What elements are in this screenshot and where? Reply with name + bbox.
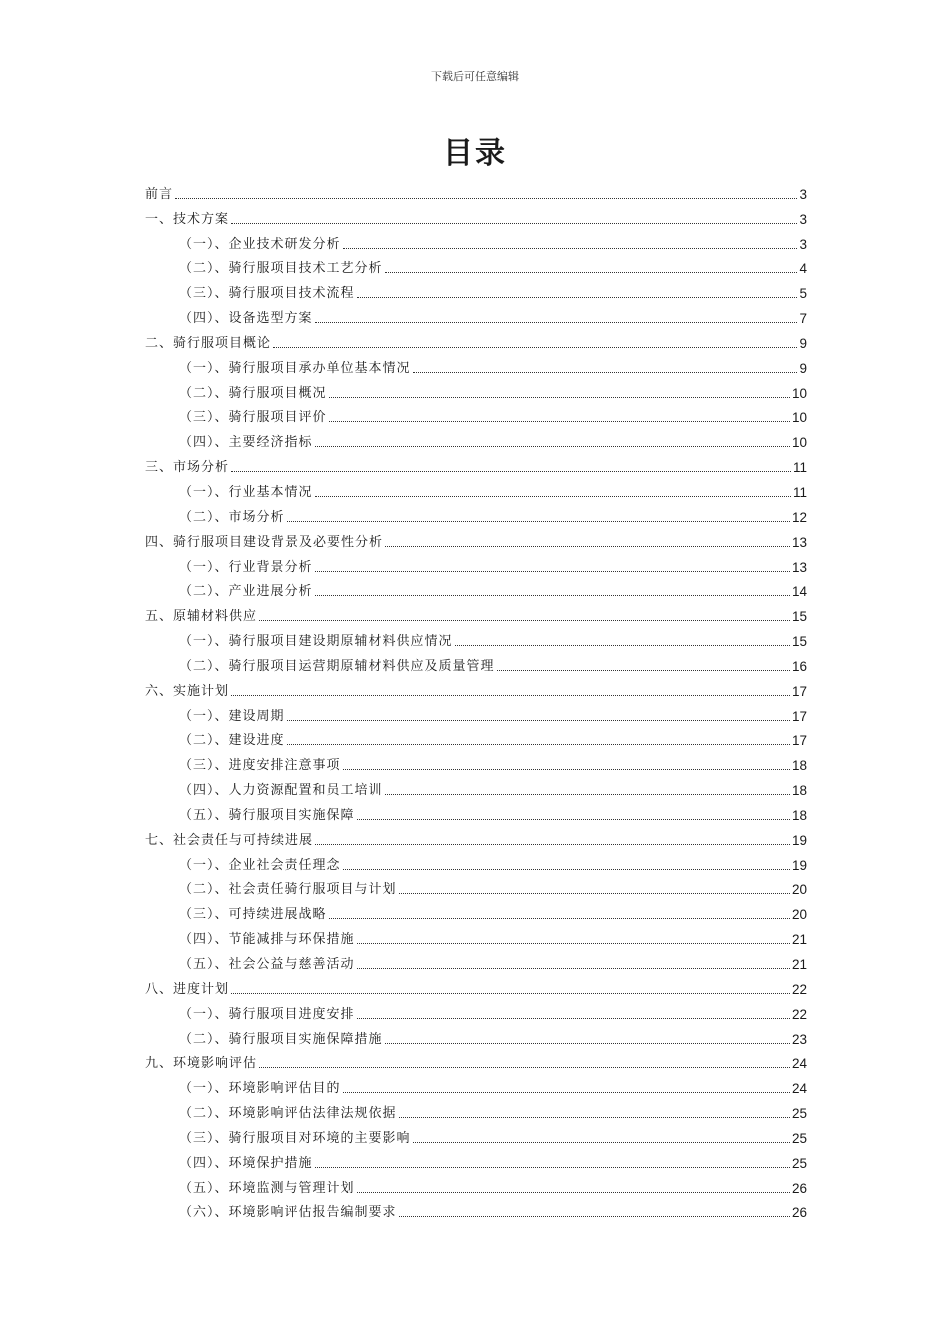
- toc-entry[interactable]: [145, 425, 807, 450]
- toc-dot-leader: [315, 843, 790, 845]
- toc-page-number: 13: [791, 534, 807, 550]
- toc-page-number: 17: [791, 683, 807, 699]
- toc-entry[interactable]: [145, 1196, 807, 1221]
- toc-dot-leader: [357, 818, 790, 820]
- toc-dot-leader: [231, 222, 797, 224]
- toc-entry[interactable]: [145, 1121, 807, 1146]
- toc-entry-text: 五、原辅材料供应: [145, 609, 258, 625]
- toc-dot-leader: [329, 917, 790, 919]
- toc-dot-leader: [385, 1042, 790, 1044]
- toc-entry-text: （二）、产业进展分析: [179, 584, 313, 600]
- toc-dot-leader: [287, 719, 790, 721]
- toc-dot-leader: [315, 495, 791, 497]
- toc-entry[interactable]: [145, 301, 807, 326]
- toc-page-number: 7: [799, 311, 807, 327]
- toc-dot-leader: [343, 868, 790, 870]
- toc-page-number: 15: [791, 634, 807, 650]
- toc-entry-text: （二）、环境影响评估法律法规依据: [179, 1106, 397, 1122]
- toc-entry-text: （二）、骑行服项目实施保障措施: [179, 1031, 383, 1047]
- toc-entry-text: （三）、骑行服项目评价: [179, 410, 327, 426]
- toc-entry[interactable]: [145, 1022, 807, 1047]
- toc-entry[interactable]: [145, 773, 807, 798]
- toc-page-number: 19: [791, 832, 807, 848]
- toc-page-number: 21: [791, 932, 807, 948]
- toc-entry[interactable]: [145, 326, 807, 351]
- toc-entry[interactable]: [145, 649, 807, 674]
- toc-dot-leader: [315, 321, 798, 323]
- toc-dot-leader: [315, 445, 790, 447]
- toc-entry[interactable]: [145, 401, 807, 426]
- toc-dot-leader: [455, 644, 790, 646]
- toc-dot-leader: [287, 743, 790, 745]
- toc-entry-text: （二）、骑行服项目运营期原辅材料供应及质量管理: [179, 658, 495, 674]
- toc-entry-text: （三）、骑行服项目技术流程: [179, 286, 355, 302]
- toc-dot-leader: [357, 296, 798, 298]
- toc-entry-text: （四）、节能减排与环保措施: [179, 932, 355, 948]
- toc-entry[interactable]: [145, 922, 807, 947]
- toc-entry-text: 三、市场分析: [145, 460, 230, 476]
- toc-entry[interactable]: [145, 997, 807, 1022]
- toc-dot-leader: [329, 420, 790, 422]
- toc-entry[interactable]: [145, 450, 807, 475]
- toc-entry-text: （二）、建设进度: [179, 733, 285, 749]
- toc-dot-leader: [357, 1017, 790, 1019]
- toc-page-number: 3: [799, 236, 807, 252]
- toc-entry-text: 九、环境影响评估: [145, 1056, 258, 1072]
- toc-dot-leader: [329, 396, 790, 398]
- toc-entry[interactable]: [145, 823, 807, 848]
- toc-entry-text: （一）、建设周期: [179, 708, 285, 724]
- toc-entry-text: （一）、骑行服项目建设期原辅材料供应情况: [179, 634, 453, 650]
- toc-entry[interactable]: [145, 500, 807, 525]
- toc-page-number: 9: [799, 335, 807, 351]
- toc-dot-leader: [385, 545, 790, 547]
- toc-page-number: 18: [791, 807, 807, 823]
- toc-dot-leader: [259, 1066, 790, 1068]
- toc-dot-leader: [315, 570, 790, 572]
- toc-entry-text: （三）、进度安排注意事项: [179, 758, 341, 774]
- toc-entry-text: （一）、企业社会责任理念: [179, 857, 341, 873]
- toc-entry-text: 一、技术方案: [145, 211, 230, 227]
- toc-page-number: 17: [791, 733, 807, 749]
- toc-entry[interactable]: [145, 1146, 807, 1171]
- toc-entry[interactable]: [145, 1171, 807, 1196]
- toc-entry-text: （一）、企业技术研发分析: [179, 236, 341, 252]
- toc-title: 目录: [443, 136, 507, 171]
- toc-entry-text: （四）、主要经济指标: [179, 435, 313, 451]
- toc-entry-text: 八、进度计划: [145, 981, 230, 997]
- toc-page-number: 11: [792, 460, 807, 476]
- toc-dot-leader: [385, 271, 798, 273]
- toc-entry-text: 六、实施计划: [145, 683, 230, 699]
- toc-page-number: 10: [791, 410, 807, 426]
- toc-dot-leader: [315, 594, 790, 596]
- toc-page-number: 3: [799, 186, 807, 202]
- toc-entry-text: （二）、社会责任骑行服项目与计划: [179, 882, 397, 898]
- toc-entry-text: 七、社会责任与可持续进展: [145, 832, 314, 848]
- toc-page-number: 11: [792, 484, 807, 500]
- toc-dot-leader: [385, 793, 790, 795]
- toc-page-number: 23: [791, 1031, 807, 1047]
- toc-dot-leader: [273, 346, 797, 348]
- toc-entry-text: （二）、骑行服项目技术工艺分析: [179, 261, 383, 277]
- toc-page-number: 25: [791, 1130, 807, 1146]
- toc-entry-text: （五）、骑行服项目实施保障: [179, 807, 355, 823]
- toc-entry-text: （四）、人力资源配置和员工培训: [179, 783, 383, 799]
- toc-dot-leader: [399, 892, 790, 894]
- toc-page-number: 20: [791, 907, 807, 923]
- toc-entry-text: （一）、行业基本情况: [179, 484, 313, 500]
- header-note: 下载后可任意编辑: [431, 70, 519, 83]
- toc-entry-text: （一）、骑行服项目进度安排: [179, 1006, 355, 1022]
- toc-entry[interactable]: [145, 724, 807, 749]
- toc-entry[interactable]: [145, 897, 807, 922]
- toc-page-number: 25: [791, 1106, 807, 1122]
- toc-entry[interactable]: [145, 376, 807, 401]
- toc-page-number: 21: [791, 957, 807, 972]
- toc-page-number: 12: [791, 509, 807, 525]
- toc-dot-leader: [343, 1091, 790, 1093]
- toc-page-number: 10: [791, 385, 807, 401]
- toc-entry-text: （四）、环境保护措施: [179, 1155, 313, 1171]
- toc-dot-leader: [343, 768, 790, 770]
- toc-entry[interactable]: [145, 351, 807, 376]
- toc-page-number: 26: [791, 1180, 807, 1196]
- toc-page-number: 3: [799, 211, 807, 227]
- toc-entry[interactable]: [145, 1071, 807, 1096]
- toc-entry-text: （三）、骑行服项目对环境的主要影响: [179, 1130, 411, 1146]
- toc-page-number: 24: [791, 1056, 807, 1072]
- toc-page-number: 18: [791, 783, 807, 799]
- toc-page-number: 19: [791, 857, 807, 873]
- toc-dot-leader: [231, 470, 791, 472]
- toc-dot-leader: [413, 371, 798, 373]
- toc-dot-leader: [357, 967, 790, 969]
- toc-entry[interactable]: [145, 550, 807, 575]
- toc-page-number: 10: [791, 435, 807, 451]
- toc-entry-text: （五）、社会公益与慈善活动: [179, 957, 355, 972]
- toc-page-number: 24: [791, 1081, 807, 1097]
- toc-entry[interactable]: [145, 699, 807, 724]
- table-of-contents: [145, 177, 807, 1220]
- toc-dot-leader: [413, 1141, 790, 1143]
- toc-page-number: 26: [791, 1205, 807, 1221]
- toc-dot-leader: [399, 1215, 790, 1217]
- toc-entry[interactable]: [145, 873, 807, 898]
- toc-dot-leader: [287, 520, 790, 522]
- toc-entry[interactable]: [145, 227, 807, 252]
- toc-entry[interactable]: [145, 575, 807, 600]
- toc-page-number: 22: [791, 981, 807, 997]
- toc-entry-text: （一）、骑行服项目承办单位基本情况: [179, 360, 411, 376]
- toc-dot-leader: [231, 992, 790, 994]
- toc-dot-leader: [357, 942, 790, 944]
- toc-entry-text: 二、骑行服项目概论: [145, 335, 272, 351]
- toc-entry-text: （二）、市场分析: [179, 509, 285, 525]
- toc-entry[interactable]: [145, 252, 807, 277]
- toc-entry-text: （三）、可持续进展战略: [179, 907, 327, 923]
- toc-entry[interactable]: [145, 1047, 807, 1072]
- toc-dot-leader: [231, 694, 790, 696]
- toc-entry[interactable]: [145, 525, 807, 550]
- toc-dot-leader: [399, 1116, 790, 1118]
- toc-page-number: 17: [791, 708, 807, 724]
- toc-dot-leader: [175, 197, 797, 199]
- toc-entry[interactable]: [145, 177, 807, 202]
- toc-entry[interactable]: [145, 276, 807, 301]
- toc-dot-leader: [357, 1191, 790, 1193]
- toc-entry-text: （二）、骑行服项目概况: [179, 385, 327, 401]
- toc-entry-text: （一）、行业背景分析: [179, 559, 313, 575]
- toc-entry[interactable]: [145, 475, 807, 500]
- toc-entry[interactable]: [145, 798, 807, 823]
- toc-entry[interactable]: [145, 624, 807, 649]
- toc-entry[interactable]: [145, 947, 807, 972]
- toc-entry-text: （一）、环境影响评估目的: [179, 1081, 341, 1097]
- toc-entry-text: 四、骑行服项目建设背景及必要性分析: [145, 534, 384, 550]
- toc-page-number: 16: [791, 658, 807, 674]
- toc-page-number: 15: [791, 609, 807, 625]
- toc-page-number: 9: [799, 360, 807, 376]
- toc-page-number: 25: [791, 1155, 807, 1171]
- toc-entry-text: 前言: [145, 186, 174, 202]
- toc-page-number: 4: [799, 261, 807, 277]
- toc-entry[interactable]: [145, 674, 807, 699]
- toc-dot-leader: [259, 619, 790, 621]
- toc-entry[interactable]: [145, 748, 807, 773]
- toc-entry-text: （四）、设备选型方案: [179, 311, 313, 327]
- toc-entry[interactable]: [145, 1096, 807, 1121]
- toc-page-number: 13: [791, 559, 807, 575]
- toc-entry-text: （五）、环境监测与管理计划: [179, 1180, 355, 1196]
- toc-entry-text: （六）、环境影响评估报告编制要求: [179, 1205, 397, 1221]
- toc-page-number: 5: [799, 286, 807, 302]
- toc-dot-leader: [497, 669, 790, 671]
- toc-page-number: 20: [791, 882, 807, 898]
- toc-entry[interactable]: [145, 599, 807, 624]
- toc-page-number: 18: [791, 758, 807, 774]
- toc-page-number: 14: [791, 584, 807, 600]
- toc-dot-leader: [343, 247, 798, 249]
- toc-page-number: 22: [791, 1006, 807, 1022]
- toc-dot-leader: [315, 1166, 790, 1168]
- toc-entry[interactable]: [145, 848, 807, 873]
- toc-entry[interactable]: [145, 972, 807, 997]
- toc-entry[interactable]: [145, 202, 807, 227]
